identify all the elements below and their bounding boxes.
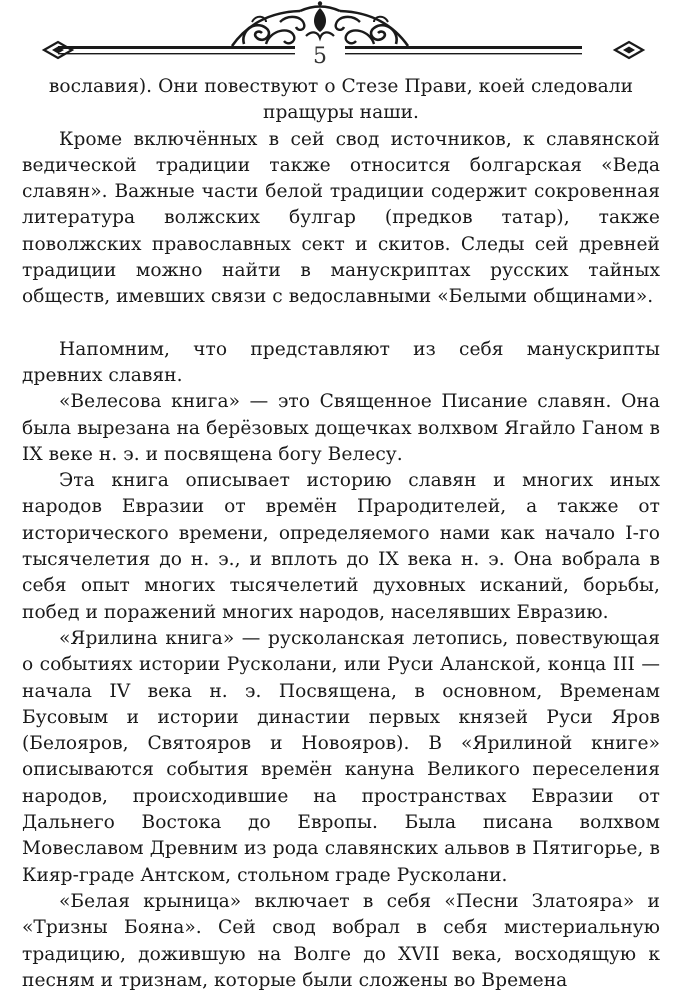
body-text (22, 74, 660, 994)
ornament-icon (0, 0, 687, 80)
paragraph-intro: Напомним, что представляют из себя манускрипты древних славян. (22, 338, 660, 386)
paragraph-yarilina-book: «Ярилина книга» — русколанская летопись, повествующая о событиях истории Русколани, или Руси Аланской, конца III — начала IV века н. э. Посвящена, в основном, Временам Бусовым и истории династии первых князей Руси Яров (Белояров, Святояров и Новояров). В «Ярилиной книге» описываются события времён кануна Великого переселения народов, происходившие на пространствах Евразии от Дальнего Востока до Европы. Была писана волхвом Мовеславом Древним из рода славянских альвов в Пятигорье, в Кияр-граде Антском, стольном граде Русколани. (22, 627, 660, 886)
page-header (0, 0, 687, 80)
paragraph-continuation-end: пращуры наши. (263, 102, 419, 124)
section-gap (22, 311, 660, 337)
paragraph-veles-history: Эта книга описывает историю славян и многих иных народов Евразии от времён Прародителей, а также от исторического времени, определяемого нами как начало I-го тысячелетия до н. э., и вплоть до IX века н. э. Она вобрала в себя опыт многих тысячелетий духовных исканий, борьбы, побед и поражений многих народов, населявших Евразию. (22, 470, 660, 623)
paragraph-veles-book: «Велесова книга» — это Священное Писание славян. Она была вырезана на берёзовых дощечках волхвом Ягайло Ганом в IX веке н. э. и посвящена богу Велесу. (22, 391, 660, 465)
page-number: 5 (313, 44, 327, 69)
paragraph-sources: Кроме включённых в сей свод источников, к славянской ведической традиции также относится болгарская «Веда славян». Важные части белой традиции содержит сокровенная литература волжских булгар (предков татар), также поволжских православных сект и скитов. Следы сей древней традиции можно найти в манускриптах русских тайных обществ, имевших связи с ведославными «Белыми общинами». (22, 128, 660, 308)
paragraph-white-spring: «Белая крыница» включает в себя «Песни Златояра» и «Тризны Бояна». Сей свод вобрал в себя мистериальную традицию, дожившую на Волге до XVII века, восходящую к песням и тризнам, которые были сложены во Времена (22, 890, 660, 991)
paragraph-continuation: вославия). Они повествуют о Стезе Прави, коей следовали (48, 76, 634, 97)
